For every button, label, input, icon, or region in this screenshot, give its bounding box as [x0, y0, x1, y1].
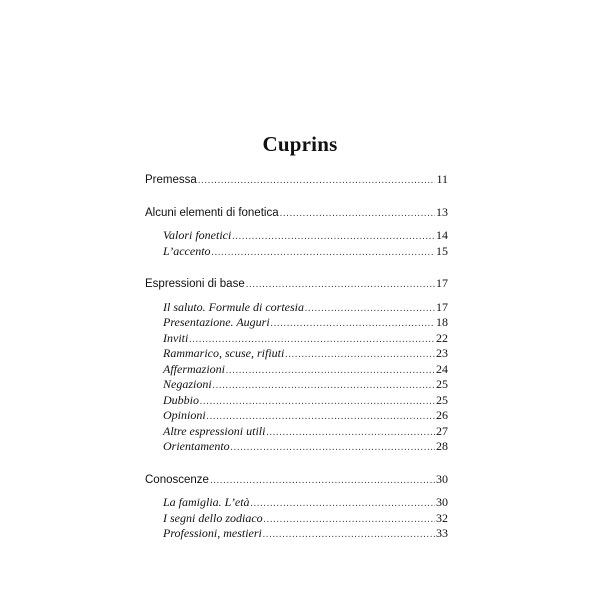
toc-chapter-entry[interactable]: [145, 172, 448, 188]
toc-title: Cuprins: [262, 132, 338, 156]
toc-page-number: 27: [436, 423, 448, 438]
table-of-contents: [145, 172, 448, 542]
toc-subsection-entry[interactable]: [145, 377, 448, 393]
toc-subsection-entry[interactable]: [145, 228, 448, 244]
dot-leader: [264, 512, 435, 527]
toc-chapter-entry[interactable]: [145, 472, 448, 488]
dot-leader: [263, 527, 435, 542]
dot-leader: [280, 206, 435, 221]
toc-subsection-title: Opinioni: [163, 408, 206, 422]
toc-subsection-entry[interactable]: [145, 511, 448, 527]
toc-subsection-title: Valori fonetici: [163, 228, 232, 242]
toc-page-number: 17: [436, 299, 448, 314]
toc-subsection-entry[interactable]: [145, 300, 448, 316]
dot-leader: [213, 378, 435, 393]
toc-page-number: 30: [436, 495, 448, 509]
toc-subsection-title: L’accento: [163, 243, 211, 258]
toc-subsection-title: La famiglia. L’età: [163, 495, 250, 509]
dot-leader: [231, 440, 435, 455]
toc-page-number: 24: [436, 361, 448, 376]
toc-subsection-title: Dubbio: [163, 392, 199, 407]
toc-subsection-title: Il saluto. Formule di cortesia: [163, 299, 304, 314]
dot-leader: [212, 245, 435, 260]
toc-chapter-entry[interactable]: [145, 205, 448, 221]
toc-page-number: 26: [436, 408, 448, 422]
toc-subsection-title: Inviti: [163, 330, 189, 345]
dot-leader: [232, 229, 435, 244]
toc-page-number: 17: [436, 276, 448, 290]
dot-leader: [246, 277, 435, 292]
toc-page-number: 32: [436, 510, 448, 525]
dot-leader: [200, 394, 435, 409]
toc-page-number: 25: [436, 392, 448, 407]
toc-subsection-entry[interactable]: [145, 331, 448, 347]
toc-page-number: 18: [436, 315, 448, 329]
toc-page-number: 30: [436, 471, 448, 486]
toc-subsection-title: Orientamento: [163, 439, 230, 453]
toc-page-number: 22: [436, 330, 448, 345]
dot-leader: [207, 409, 435, 424]
toc-subsection-title: Presentazione. Auguri: [163, 315, 270, 329]
toc-page-number: 33: [436, 526, 448, 540]
toc-page-number: 11: [436, 172, 448, 186]
toc-subsection-entry[interactable]: [145, 362, 448, 378]
toc-chapter-title: Conoscenze: [145, 473, 209, 486]
toc-page-number: 23: [436, 346, 448, 360]
toc-subsection-title: Professioni, mestieri: [163, 526, 262, 540]
toc-subsection-entry[interactable]: [145, 408, 448, 424]
toc-chapter-title: Alcuni elementi di fonetica: [145, 206, 279, 219]
toc-chapter-title: Espressioni di base: [145, 278, 245, 290]
dot-leader: [198, 173, 436, 188]
dot-leader: [189, 332, 435, 347]
dot-leader: [251, 496, 435, 511]
dot-leader: [285, 347, 435, 362]
toc-subsection-title: I segni dello zodiaco: [163, 510, 263, 525]
toc-chapter-entry[interactable]: [145, 276, 448, 292]
dot-leader: [210, 473, 435, 488]
toc-subsection-title: Rammarico, scuse, rifiuti: [163, 346, 285, 360]
toc-subsection-title: Negazioni: [163, 377, 212, 391]
toc-subsection-entry[interactable]: [145, 526, 448, 542]
toc-subsection-entry[interactable]: [145, 495, 448, 511]
toc-page-number: 13: [436, 204, 448, 219]
toc-subsection-entry[interactable]: [145, 393, 448, 409]
toc-subsection-entry[interactable]: [145, 424, 448, 440]
toc-page-number: 14: [436, 228, 448, 242]
toc-chapter-title: Premessa: [145, 174, 197, 186]
dot-leader: [305, 301, 435, 316]
toc-subsection-entry[interactable]: [145, 439, 448, 455]
dot-leader: [226, 363, 435, 378]
toc-page-number: 15: [436, 243, 448, 258]
toc-subsection-entry[interactable]: [145, 346, 448, 362]
toc-subsection-title: Altre espressioni utili: [163, 423, 266, 438]
dot-leader: [271, 316, 435, 331]
dot-leader: [266, 425, 435, 440]
toc-subsection-entry[interactable]: [145, 244, 448, 260]
toc-subsection-entry[interactable]: [145, 315, 448, 331]
toc-page-number: 28: [436, 439, 448, 453]
toc-subsection-title: Affermazioni: [163, 361, 225, 376]
toc-page-number: 25: [436, 377, 448, 391]
